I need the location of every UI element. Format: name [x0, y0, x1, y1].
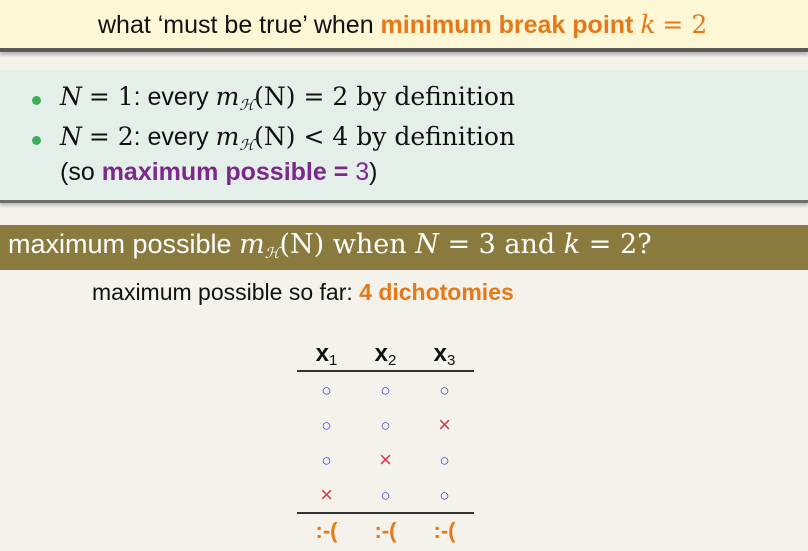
table-cell	[356, 371, 415, 407]
table-cell	[415, 442, 474, 477]
question-part: = 3 and	[438, 229, 564, 260]
dichotomy-table	[297, 338, 474, 548]
title-prefix: what ‘must be true’ when	[98, 11, 381, 39]
circle-icon: ○	[321, 415, 332, 435]
table-cell	[297, 371, 356, 407]
circle-icon: ○	[439, 485, 450, 505]
table-cell	[356, 442, 415, 477]
hypothesis-set-symbol: ℋ	[239, 136, 255, 154]
circle-icon: ○	[439, 380, 450, 400]
column-header: x2	[356, 338, 415, 371]
circle-icon: ○	[321, 380, 332, 400]
title-k-value: = 2	[662, 10, 708, 39]
n-symbol: N	[415, 229, 439, 260]
table-header-row	[297, 338, 474, 371]
bullet-text: : every	[133, 83, 216, 111]
n-value: = 1	[88, 82, 134, 111]
question-part: maximum possible	[8, 229, 240, 259]
question-bar	[0, 225, 808, 270]
table-cell	[356, 407, 415, 442]
sad-face-cell: :-(	[374, 518, 397, 543]
sad-face-cell: :-(	[433, 518, 456, 543]
sad-face-cell: :-(	[315, 518, 338, 543]
column-header: x3	[415, 338, 474, 371]
table-row	[297, 442, 474, 477]
note-open: (so	[60, 158, 102, 186]
bullet-note	[60, 158, 378, 187]
so-far-label: maximum possible so far:	[92, 279, 360, 305]
cross-icon: ×	[320, 481, 333, 507]
table-cell	[415, 477, 474, 513]
k-symbol: k	[563, 229, 581, 260]
bullet-dot-icon	[32, 136, 41, 145]
bullet-box	[0, 70, 808, 203]
title-bar	[0, 0, 808, 52]
title-k-symbol: k	[640, 10, 656, 39]
bullet-item-2	[60, 122, 515, 154]
slide-title	[98, 10, 707, 40]
column-header: x1	[297, 338, 356, 371]
table-cell	[297, 407, 356, 442]
bullet-text-rest: (N) = 2 by definition	[254, 82, 516, 111]
m-symbol: m	[239, 229, 265, 260]
table-footer-row	[297, 513, 474, 548]
hypothesis-set-symbol: ℋ	[264, 244, 280, 262]
table-cell	[415, 371, 474, 407]
note-value: 3	[355, 158, 370, 186]
bullet-dot-icon	[32, 96, 41, 105]
circle-icon: ○	[321, 450, 332, 470]
table-cell	[356, 477, 415, 513]
so-far-value: 4 dichotomies	[359, 279, 514, 305]
m-symbol: m	[215, 122, 240, 151]
bullet-item-1	[60, 82, 515, 114]
circle-icon: ○	[380, 415, 391, 435]
question-part: = 2?	[580, 229, 652, 260]
circle-icon: ○	[380, 485, 391, 505]
circle-icon: ○	[380, 380, 391, 400]
question-text	[8, 229, 652, 262]
table-cell	[415, 407, 474, 442]
title-highlight: minimum break point	[380, 11, 634, 39]
note-eq: =	[326, 158, 356, 186]
cross-icon: ×	[379, 446, 392, 472]
table-cell	[297, 442, 356, 477]
m-symbol: m	[215, 82, 240, 111]
question-part: (N) when	[279, 229, 416, 260]
note-close: )	[369, 158, 378, 186]
so-far-line	[92, 279, 514, 306]
n-symbol: N	[60, 122, 82, 151]
cross-icon: ×	[438, 411, 451, 437]
table-row	[297, 477, 474, 513]
n-value: = 2	[88, 122, 134, 151]
table-cell	[297, 477, 356, 513]
note-bold: maximum possible	[101, 158, 327, 186]
table-row	[297, 371, 474, 407]
bullet-text: : every	[133, 123, 216, 151]
hypothesis-set-symbol: ℋ	[239, 96, 255, 114]
bullet-text-rest: (N) < 4 by definition	[254, 122, 516, 151]
n-symbol: N	[60, 82, 82, 111]
circle-icon: ○	[439, 450, 450, 470]
table-row	[297, 407, 474, 442]
